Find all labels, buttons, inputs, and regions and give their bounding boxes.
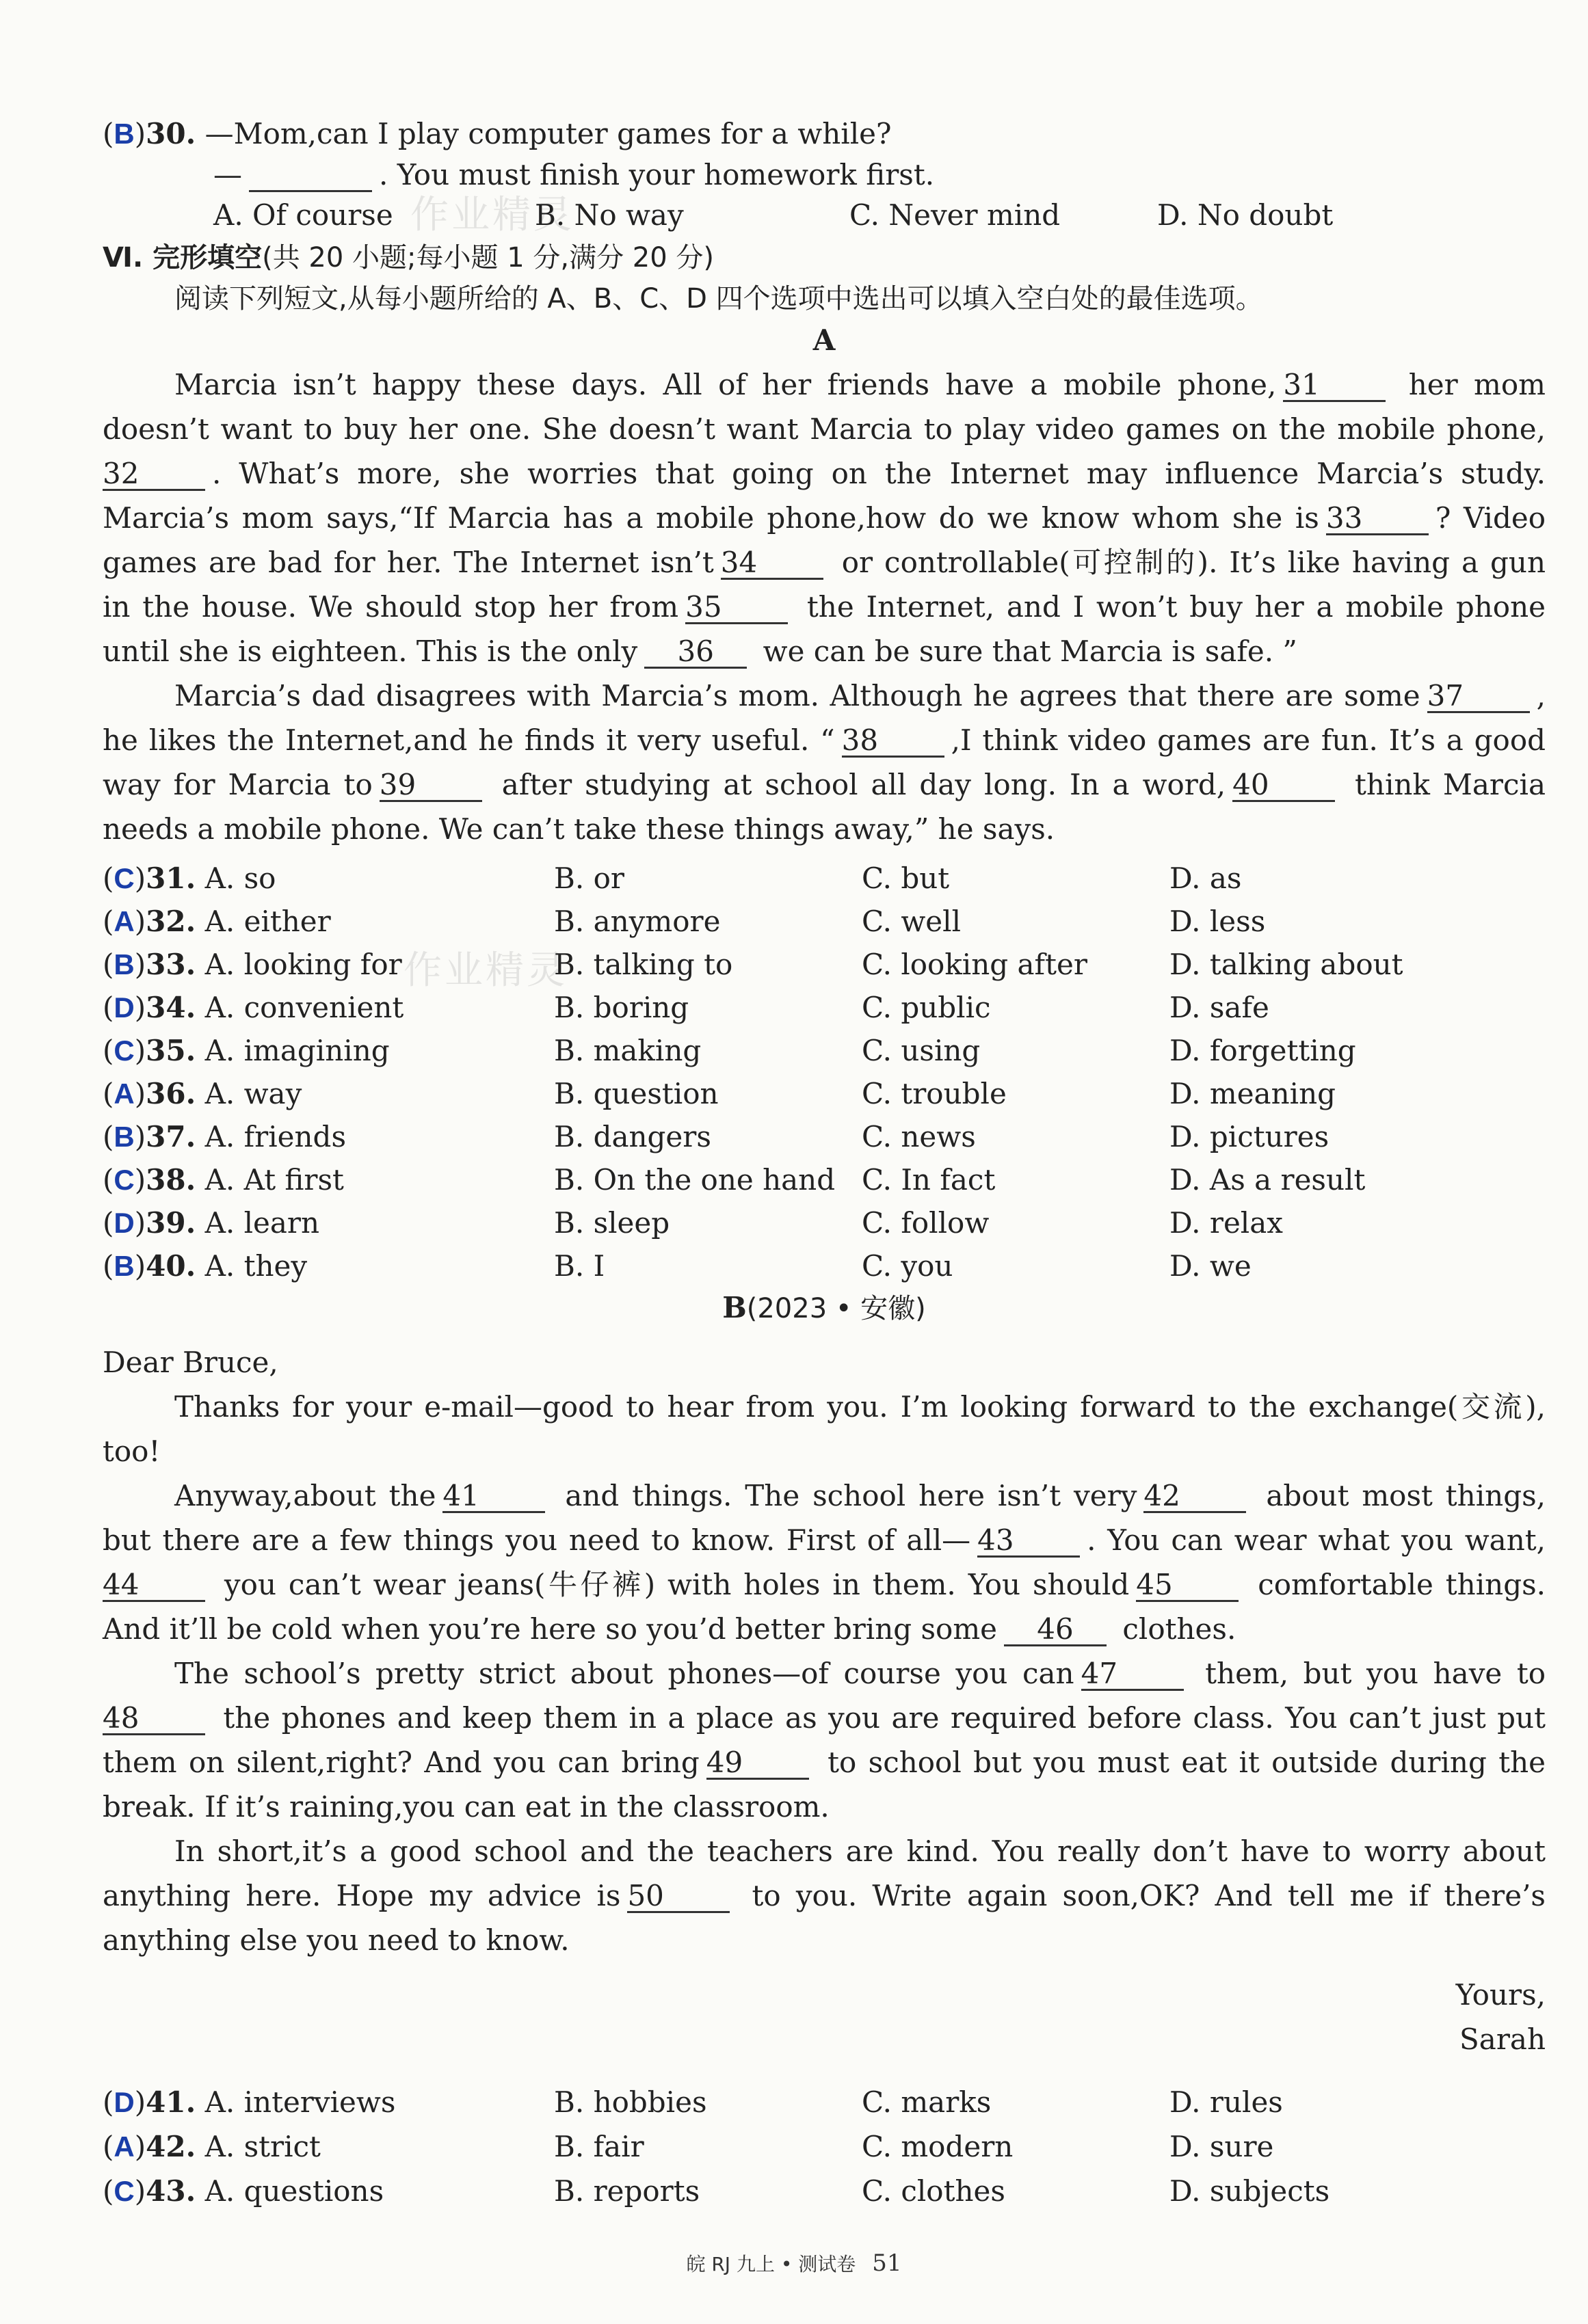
option-c: C. using (862, 1034, 981, 1067)
option-row: (B)33. A. looking for B. talking to C. looking after D. talking about (103, 944, 1546, 985)
option-c: C. clothes (862, 2174, 1005, 2208)
answer-blank: 44 (103, 1570, 205, 1602)
answer-mark: B (114, 118, 135, 150)
option-d: D. rules (1169, 2085, 1283, 2119)
passage-b-line: 48 the phones and keep them in a place as you are required before class. You can’t just put (103, 1701, 1546, 1735)
answer-blank: 35 (685, 592, 788, 624)
option-d: D. we (1169, 1249, 1252, 1283)
option-row: (A)32. A. either B. anymore C. well D. less (103, 901, 1546, 942)
answer-blank: 32 (103, 459, 205, 491)
option-b: B. reports (554, 2174, 700, 2208)
option-row: (B)40. A. they B. I C. you D. we (103, 1246, 1546, 1287)
option-row: (D)34. A. convenient B. boring C. public D. safe (103, 987, 1546, 1028)
option-c: C. news (862, 1120, 976, 1153)
passage-a-line: Marcia’s dad disagrees with Marcia’s mom. Although he agrees that there are some 37 , (174, 679, 1546, 712)
option-row: (B)37. A. friends B. dangers C. news D. pictures (103, 1117, 1546, 1158)
passage-b-line: Anyway,about the 41 and things. The school here isn’t very 42 about most things, (174, 1479, 1546, 1512)
passage-a-line: in the house. We should stop her from 35 the Internet, and I won’t buy her a mobile phone (103, 590, 1546, 624)
answer-blank: 43 (977, 1525, 1080, 1558)
letter-signature: Sarah (1459, 2022, 1546, 2056)
answer-mark: D (114, 991, 135, 1024)
option-c: C. you (862, 1249, 953, 1283)
answer-blank: 34 (721, 548, 823, 580)
passage-b-line: them on silent,right? And you can bring 49 to school but you must eat it outside during the (103, 1746, 1546, 1779)
passage-b-line: 44 you can’t wear jeans(牛仔裤) with holes in them. You should 45 comfortable things. (103, 1568, 1546, 1601)
option-row: (A)36. A. way B. question C. trouble D. meaning (103, 1073, 1546, 1114)
answer-blank: 49 (706, 1748, 809, 1780)
passage-b-label: B(2023 • 安徽) (722, 1291, 926, 1324)
question-30-options: A. Of course B. No way C. Never mind D. No doubt (213, 198, 1334, 232)
passage-a-line: he likes the Internet,and he finds it very useful. “ 38 ,I think video games are fun. It’s a good (103, 723, 1546, 757)
section-title: Ⅵ. 完形填空(共 20 小题;每小题 1 分,满分 20 分) (103, 242, 715, 273)
footer-label: 皖 RJ 九上 • 测试卷 (686, 2253, 856, 2275)
answer-blank (249, 160, 372, 192)
watermark: 作业精灵 (403, 948, 568, 993)
answer-mark: B (114, 1250, 135, 1282)
option-d: D. sure (1169, 2130, 1274, 2163)
question-30: (B)30. —Mom,can I play computer games for a while? (103, 117, 892, 150)
option-c: C. In fact (862, 1163, 996, 1197)
option-b: B. dangers (554, 1120, 711, 1153)
option-b: B. hobbies (554, 2085, 707, 2119)
answer-mark: A (114, 1078, 135, 1110)
option-c: C. modern (862, 2130, 1014, 2163)
option-c: C. looking after (862, 948, 1087, 981)
answer-blank: 33 (1326, 503, 1429, 535)
option-d: D. as (1169, 862, 1242, 895)
answer-blank: 48 (103, 1703, 205, 1735)
option-row: (C)38. A. At first B. On the one hand C. In fact D. As a result (103, 1160, 1546, 1201)
answer-mark: A (114, 2131, 135, 2163)
option-c: C. public (862, 991, 991, 1024)
section-instruction: 阅读下列短文,从每小题所给的 A、B、C、D 四个选项中选出可以填入空白处的最佳选项。 (174, 283, 1263, 315)
answer-mark: C (114, 1034, 135, 1067)
letter-closing: Yours, (1455, 1978, 1546, 2012)
answer-blank: 38 (842, 725, 944, 758)
answer-mark: C (114, 2175, 135, 2207)
answer-blank: 40 (1232, 770, 1335, 802)
option-b: B. anymore (554, 905, 721, 938)
answer-blank: 46 (1004, 1614, 1107, 1646)
answer-mark: B (114, 1121, 135, 1153)
answer-blank: 39 (380, 770, 482, 802)
option-d: D. relax (1169, 1206, 1283, 1240)
answer-blank: 31 (1283, 370, 1386, 402)
answer-blank: 41 (442, 1481, 545, 1513)
passage-a-label: A (812, 323, 836, 357)
option-d: D. talking about (1169, 948, 1403, 981)
option-d: D. meaning (1169, 1077, 1336, 1110)
passage-a-line: needs a mobile phone. We can’t take these things away,” he says. (103, 812, 1055, 846)
option-b: B. fair (554, 2130, 644, 2163)
passage-a-line: way for Marcia to 39 after studying at school all day long. In a word, 40 think Marcia (103, 768, 1546, 801)
passage-b-line: Thanks for your e-mail—good to hear from you. I’m looking forward to the exchange(交流), (174, 1390, 1546, 1424)
option-b: B. I (554, 1249, 605, 1283)
passage-a-line: Marcia isn’t happy these days. All of her friends have a mobile phone, 31 her mom (174, 368, 1546, 401)
option-c: C. follow (862, 1206, 990, 1240)
passage-b-line: In short,it’s a good school and the teachers are kind. You really don’t have to worry about (174, 1834, 1546, 1868)
option-row: (D)41. A. interviews B. hobbies C. marks D. rules (103, 2082, 1546, 2123)
option-row: (D)39. A. learn B. sleep C. follow D. relax (103, 1203, 1546, 1244)
passage-a-line: games are bad for her. The Internet isn’t 34 or controllable(可控制的). It’s like having a gun (103, 546, 1546, 579)
option-c: C. but (862, 862, 950, 895)
option-b: B. boring (554, 991, 689, 1024)
answer-mark: B (114, 948, 135, 980)
option-row: (C)35. A. imagining B. making C. using D. forgetting (103, 1030, 1546, 1071)
answer-blank: 42 (1143, 1481, 1246, 1513)
passage-a-line: Marcia’s mom says,“If Marcia has a mobile phone,how do we know whom she is 33 ? Video (103, 501, 1546, 535)
passage-b-line: break. If it’s raining,you can eat in the classroom. (103, 1790, 830, 1824)
option-b: B. or (554, 862, 624, 895)
option-b: B. talking to (554, 948, 733, 981)
answer-blank: 36 (644, 637, 747, 669)
option-c: C. trouble (862, 1077, 1007, 1110)
option-row: (A)42. A. strict B. fair C. modern D. sure (103, 2126, 1546, 2167)
option-d: D. As a result (1169, 1163, 1366, 1197)
option-c: C. marks (862, 2085, 992, 2119)
option-d: D. safe (1169, 991, 1269, 1024)
passage-a-line: doesn’t want to buy her one. She doesn’t want Marcia to play video games on the mobile phone, (103, 412, 1546, 446)
letter-greeting: Dear Bruce, (103, 1346, 278, 1379)
answer-mark: D (114, 1207, 135, 1239)
passage-b-line: too! (103, 1434, 161, 1468)
answer-blank: 37 (1427, 681, 1530, 713)
option-b: B. sleep (554, 1206, 670, 1240)
answer-mark: D (114, 2086, 135, 2118)
passage-b-line: but there are a few things you need to know. First of all— 43 . You can wear what you want, (103, 1523, 1546, 1557)
passage-a-line: until she is eighteen. This is the only 36 we can be sure that Marcia is safe. ” (103, 635, 1297, 668)
option-d: D. forgetting (1169, 1034, 1356, 1067)
page-number: 51 (872, 2249, 902, 2277)
answer-mark: C (114, 862, 135, 894)
option-row: (C)43. A. questions B. reports C. clothes D. subjects (103, 2171, 1546, 2212)
answer-blank: 47 (1081, 1659, 1184, 1691)
option-c: C. well (862, 905, 962, 938)
watermark: 作业精灵 (410, 193, 574, 237)
option-d: D. subjects (1169, 2174, 1330, 2208)
passage-b-line: anything here. Hope my advice is 50 to you. Write again soon,OK? And tell me if there’s (103, 1879, 1546, 1912)
option-b: B. making (554, 1034, 702, 1067)
answer-blank: 45 (1136, 1570, 1239, 1602)
page-footer (0, 2249, 1588, 2277)
option-row: (C)31. A. so B. or C. but D. as (103, 858, 1546, 899)
option-b: B. On the one hand (554, 1163, 836, 1197)
passage-b-line: The school’s pretty strict about phones—of course you can 47 them, but you have to (174, 1657, 1546, 1690)
passage-b-line: anything else you need to know. (103, 1923, 570, 1957)
option-d: D. pictures (1169, 1120, 1329, 1153)
question-30-reply: — . You must finish your homework first. (213, 158, 935, 191)
option-b: B. question (554, 1077, 719, 1110)
answer-blank: 50 (627, 1881, 730, 1913)
option-d: D. less (1169, 905, 1266, 938)
answer-mark: A (114, 905, 135, 937)
passage-a-line: 32 . What’s more, she worries that going on the Internet may influence Marcia’s study. (103, 457, 1546, 490)
answer-mark: C (114, 1164, 135, 1196)
passage-b-line: And it’ll be cold when you’re here so you’d better bring some 46 clothes. (103, 1612, 1236, 1646)
